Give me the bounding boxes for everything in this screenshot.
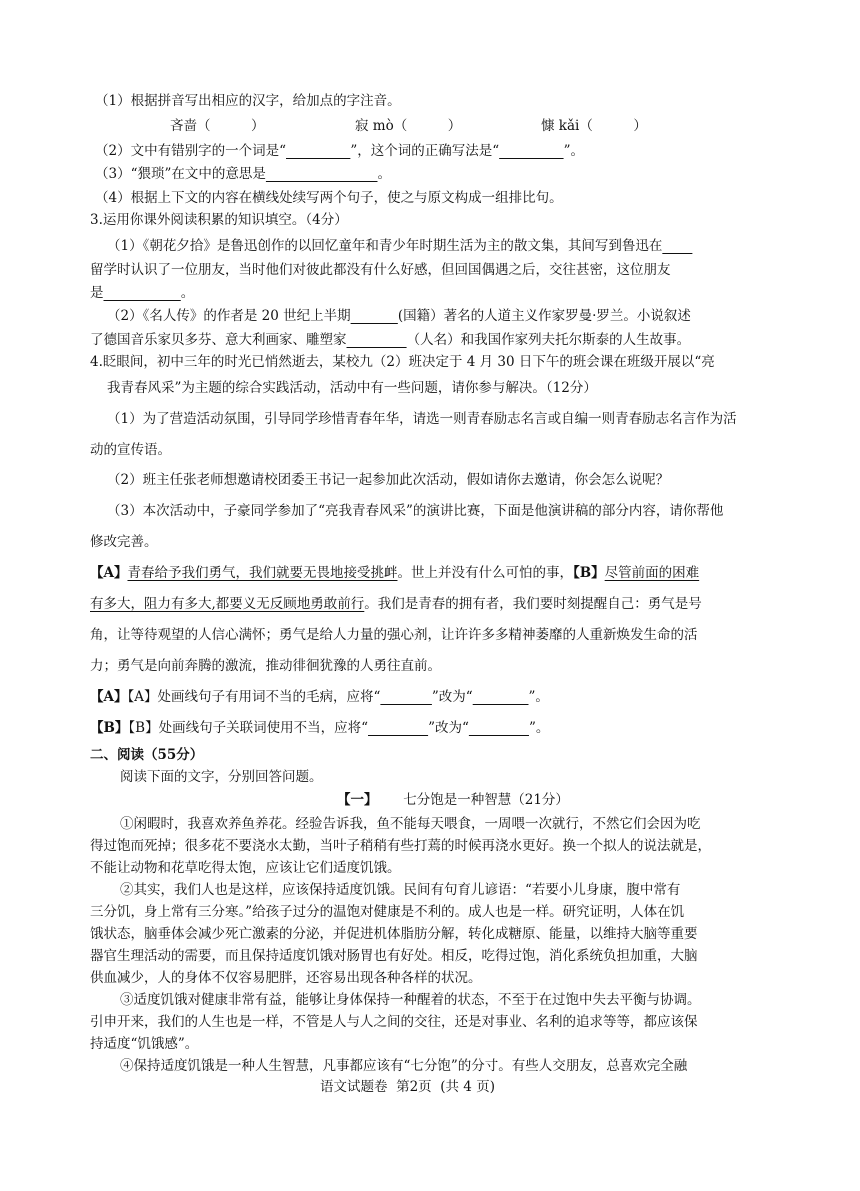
answer-line-b: 【B】【B】处画线句子关联词使用不当，应将“ ”改为“ ”。 <box>90 720 550 736</box>
answer-blank[interactable] <box>286 143 350 159</box>
pinyin-item-1: 吝啬（ ） <box>170 118 265 134</box>
q3-line: 留学时认识了一位朋友，当时他们对彼此都没有什么好感，但回国偶遇之后，交往甚密，这位朋友 <box>90 262 671 278</box>
answer-line-a: 【A】【A】处画线句子有用词不当的毛病，应将“ ”改为“ ”。 <box>90 689 549 705</box>
q3-line: （2）《名人传》的作者是 20 世纪上半期 (国籍）著名的人道主义作家罗曼·罗兰。小说叙述 <box>107 308 691 324</box>
passage-title: 【一】 七分饱是一种智慧（21分） <box>337 792 569 808</box>
q4-heading-cont: 我青春风采”为主题的综合实践活动，活动中有一些问题，请你参与解决。（12分） <box>107 380 597 396</box>
answer-blank[interactable] <box>351 308 398 324</box>
answer-blank[interactable] <box>104 285 181 301</box>
passage-line: ①闲暇时，我喜欢养鱼养花。经验告诉我，鱼不能每天喂食，一周喂一次就行，不然它们会因为吃 <box>120 816 701 832</box>
answer-blank[interactable] <box>347 332 407 348</box>
passage-line: 器官生理活动的需要，而且保持适度饥饿对肠胃也有好处。相反，吃得过饱，消化系统负担加重，大脑 <box>90 948 698 964</box>
q3-line: 是 。 <box>90 285 195 301</box>
passage-line: ②其实，我们人也是这样，应该保持适度饥饿。民间有句育儿谚语：“若要小儿身康，腹中常有 <box>120 882 681 898</box>
passage-line: 三分饥，身上常有三分寒。”给孩子过分的温饱对健康是不利的。成人也是一样。研究证明，人体在饥 <box>90 904 685 920</box>
answer-blank[interactable] <box>662 238 692 254</box>
answer-blank[interactable] <box>266 166 378 182</box>
answer-blank[interactable] <box>380 689 432 705</box>
section-title: 二、阅读（55分） <box>90 747 204 763</box>
passage-line: 引申开来，我们的人生也是一样，不管是人与人之间的交往，还是对事业、名利的追求等等，都应该保 <box>90 1014 698 1030</box>
q3-line: 了德国音乐家贝多芬、意大利画家、雕塑家 （人名）和我国作家列夫托尔斯泰的人生故事。 <box>90 332 691 348</box>
passage-line: ③适度饥饿对健康非常有益，能够让身体保持一种醒着的状态，不至于在过饱中失去平衡与协调。 <box>120 992 701 1008</box>
q3-line: （1）《朝花夕拾》是鲁迅创作的以回忆童年和青少年时期生活为主的散文集，其间写到鲁迅在 <box>107 236 692 256</box>
speech-line: 【A】青春给予我们勇气，我们就要无畏地接受挑衅。世上并没有什么可怕的事，【B】尽管前面的困难 <box>90 565 700 581</box>
q4-sub-1: （1）为了营造活动氛围，引导同学珍惜青春年华，请选一则青春励志名言或自编一则青春励志名言作为活 <box>107 411 737 427</box>
q4-heading: 4.眨眼间，初中三年的时光已悄然逝去，某校九（2）班决定于 4 月 30 日下午的班会课在班级开展以“亮 <box>90 354 715 370</box>
answer-blank[interactable] <box>469 720 529 736</box>
passage-line: 持适度“饥饿感”。 <box>90 1036 199 1052</box>
speech-line: 力；勇气是向前奔腾的激流，推动徘徊犹豫的人勇往直前。 <box>90 658 441 674</box>
underlined-sentence-a: 青春给予我们勇气，我们就要无畏地接受挑衅 <box>127 565 398 581</box>
answer-blank[interactable] <box>473 689 529 705</box>
answer-blank[interactable] <box>499 143 563 159</box>
passage-line: 饿状态，脑垂体会减少死亡激素的分泌，并促进机体脂肪分解，转化成糖原、能量，以维持大脑等重要 <box>90 926 698 942</box>
q1-parallel-line: （4）根据上下文的内容在横线处续写两个句子，使之与原文构成一组排比句。 <box>95 190 563 206</box>
page-footer: 语文试题卷 第2页 (共 4 页) <box>320 1079 495 1095</box>
q4-sub-3-cont: 修改完善。 <box>90 534 158 550</box>
q4-sub-1-cont: 动的宣传语。 <box>90 442 171 458</box>
speech-line: 有多大，阻力有多大,都要义无反顾地勇敢前行。我们是青春的拥有者，我们要时刻提醒自己：勇气是号 <box>90 596 702 612</box>
q1-instruction: （1）根据拼音写出相应的汉字，给加点的字注音。 <box>95 93 401 109</box>
q4-sub-3: （3）本次活动中，子豪同学参加了“亮我青春风采”的演讲比赛，下面是他演讲稿的部分内容，请你帮他 <box>107 503 724 519</box>
underlined-sentence-b: 尽管前面的困难 <box>604 565 700 581</box>
passage-line: 供血减少，人的身体不仅容易肥胖，还容易出现各种各样的状况。 <box>90 970 482 986</box>
underlined-sentence-b-cont: 有多大，阻力有多大,都要义无反顾地勇敢前行 <box>90 596 365 612</box>
q1-typo-line: （2）文中有错别字的一个词是“ ”，这个词的正确写法是“ ”。 <box>95 143 584 159</box>
q4-sub-2: （2）班主任张老师想邀请校团委王书记一起参加此次活动，假如请你去邀请，你会怎么说呢？ <box>107 472 670 488</box>
answer-blank[interactable] <box>368 720 428 736</box>
pinyin-item-2: 寂 mò（ ） <box>355 118 462 134</box>
passage-line: 不能让动物和花草吃得太饱，应该让它们适度饥饿。 <box>90 860 401 876</box>
q3-heading: 3.运用你课外阅读积累的知识填空。（4分） <box>90 212 348 228</box>
speech-line: 角，让等待观望的人信心满怀；勇气是给人力量的强心剂，让许许多多精神萎靡的人重新焕发生命的活 <box>90 627 698 643</box>
reading-instruction: 阅读下面的文字，分别回答问题。 <box>120 769 323 785</box>
passage-line: ④保持适度饥饿是一种人生智慧，凡事都应该有“七分饱”的分寸。有些人交朋友，总喜欢完全融 <box>120 1058 688 1074</box>
pinyin-item-3: 慷 kǎi（ ） <box>541 118 647 134</box>
passage-line: 得过饱而死掉；很多花不要浇水太勤，当叶子稍稍有些打蔫的时候再浇水更好。换一个拟人的说法就是， <box>90 838 711 854</box>
q1-meaning-line: （3）“猥琐”在文中的意思是 。 <box>95 166 391 182</box>
